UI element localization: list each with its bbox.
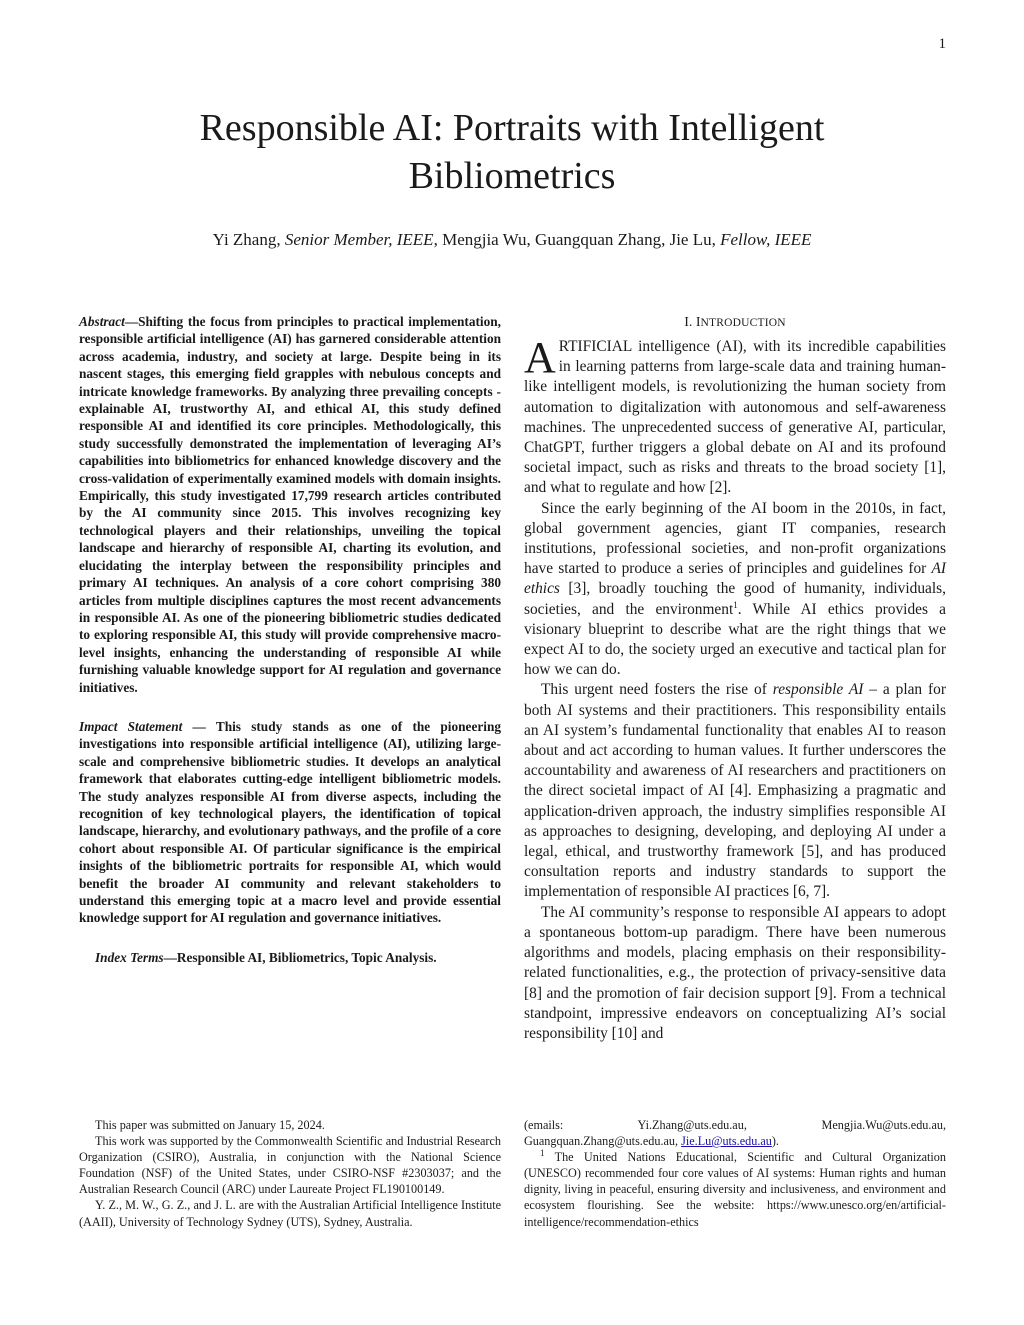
emails-close: ). [771, 1134, 779, 1149]
left-column [79, 313, 501, 966]
footnote-unesco [524, 1149, 946, 1229]
page-number: 1 [938, 36, 946, 52]
footnotes-right [524, 1117, 946, 1230]
intro-paragraph-4: The AI community’s response to responsible AI appears to adopt a spontaneous bottom-up paradigm. There have been numerous algorithms and models, placing emphasis on their responsibility-related functionalities, e.g., the protection of privacy-sensitive data [8] and the promotion of fair decision support [9]. From a technical standpoint, impressive endeavors on conceptualizing AI’s social responsibility [10] and [524, 903, 946, 1042]
section-heading [524, 313, 946, 331]
abstract-dash: — [124, 314, 139, 329]
intro-paragraph-3 [524, 680, 946, 902]
intro-p3-text-a: This urgent need fosters the rise of [541, 681, 773, 699]
right-column [524, 313, 946, 1044]
author-text-1: Yi Zhang, [212, 230, 285, 249]
abstract-text: Shifting the focus from principles to practical implementation, responsible artificial intelligence (AI) has garnered considerable attention across academia, industry, and society at large. Despite being in its nascent stages, this emerging field grapples with nebulous concepts and intricate knowledge frameworks. By analyzing three prevailing concepts - explainable AI, trustworthy AI, and ethical AI, this study defined responsible AI and identified its core principles. Methodologically, this study successfully demonstrated the implementation of leveraging AI’s capabilities into bibliometrics for enhanced knowledge discovery and the cross-validation of experimentally examined models with domain insights. Empirically, this study investigated 17,799 research articles contributed by the AI community since 2015. This involves recognizing key technological players and their relationships, unveiling the topical landscape and hierarchy of responsible AI, charting its evolution, and elucidating the interplay between the responsibility principles and primary AI techniques. An analysis of a core cohort comprising 380 articles from multiple disciplines captures the most recent advancements in responsible AI. As one of the pioneering bibliometric studies dedicated to exploring responsible AI, this study will provide comprehensive macro-level insights, enhancing the understanding of responsible AI while furnishing valuable knowledge support for AI regulation and governance initiatives. [79, 314, 501, 695]
author-text-2: , Mengjia Wu, Guangquan Zhang, Jie Lu, [433, 230, 721, 249]
section-initial: I [695, 315, 701, 330]
emails-text: (emails: Yi.Zhang@uts.edu.au, Mengjia.Wu@uts.edu.au, Guangquan.Zhang@uts.edu.au, [524, 1118, 946, 1149]
intro-p1-text: RTIFICIAL intelligence (AI), with its incredible capabilities in learning patterns from large-scale data and training human-like intelligent models, is revolutionizing the human society from automation to digitalization with autonomous and self-awareness machines. The unprecedented success of generative AI, particular, ChatGPT, further triggers a global debate on AI and its profound societal impact, such as risks and threats to the broad society [1], and what to regulate and how [2]. [524, 338, 946, 497]
paper-title [0, 104, 1024, 200]
footnotes-left [79, 1117, 501, 1230]
impact-statement [79, 718, 501, 927]
footnote-ref-1: 1 [733, 599, 738, 610]
author-role-2: Fellow, IEEE [720, 230, 812, 249]
author-role-1: Senior Member, IEEE [284, 230, 434, 249]
section-title-rest: NTRODUCTION [700, 317, 786, 329]
footnote-emails [524, 1117, 946, 1149]
impact-label: Impact Statement [79, 718, 183, 734]
email-link-jie-lu[interactable]: Jie.Lu@uts.edu.au [681, 1134, 772, 1149]
intro-p2-text-c: . While AI ethics provides a visionary blueprint to describe what are the right things that we expect AI to do, the society urged an executive and tactical plan for how we can do. [524, 600, 946, 679]
impact-dash: — [182, 718, 216, 734]
footnote-unesco-text: The United Nations Educational, Scientific and Cultural Organization (UNESCO) recommended four core values of AI systems: Human rights and human dignity, living in peaceful, ensuring diversity and inclusiveness, and environment and ecosystem flourishing. See the website: https://www.unesco.org/en/artificial-intelligence/recommendation-ethics [524, 1150, 946, 1229]
intro-p2-text-a: Since the early beginning of the AI boom in the 2010s, in fact, global government agencies, giant IT companies, research institutions, professional societies, and non-profit organizations have started to produce a series of principles and guidelines for [524, 499, 946, 578]
footnote-funding: This work was supported by the Commonwealth Scientific and Industrial Research Organization (CSIRO), Australia, in conjunction with the National Science Foundation (NSF) of the United States, under CSIRO-NSF #2303037; and the Australian Research Council (ARC) under Laureate Project FL190100149. [79, 1134, 501, 1197]
footnote-submitted: This paper was submitted on January 15, 2024. [95, 1118, 325, 1132]
title-line-2: Bibliometrics [408, 155, 616, 197]
intro-p2-text-b: [3], broadly touching the good of humanity, individuals, societies, and the environment [524, 580, 946, 618]
index-terms-text: Responsible AI, Bibliometrics, Topic Analysis. [176, 949, 437, 965]
index-terms-dash: — [163, 949, 177, 965]
abstract-label: Abstract [79, 314, 125, 329]
footnote-mark-1: 1 [540, 1148, 545, 1159]
index-terms [79, 949, 501, 966]
intro-p3-emphasis: responsible AI [772, 681, 864, 699]
intro-p2-emphasis: AI ethics [524, 560, 946, 598]
footnote-affiliation: Y. Z., M. W., G. Z., and J. L. are with the Australian Artificial Intelligence Institute (AAII), University of Technology Sydney (UTS), Sydney, Australia. [79, 1198, 501, 1229]
section-number: I. [684, 315, 696, 330]
author-list [0, 230, 1024, 250]
impact-text: This study stands as one of the pioneering investigations into responsible artificial intelligence (AI), utilizing large-scale and comprehensive bibliometric studies. It develops an analytical framework that elaborates cutting-edge intelligent bibliometric models. The study analyzes responsible AI from diverse aspects, including the recognition of key technological players, the identification of topical landscape, hierarchy, and evolutionary pathways, and the profile of a core cohort about responsible AI. Of particular significance is the empirical insights of the bibliometric portraits for responsible AI, which would benefit the broader AI community and relevant stakeholders to understand this emerging topic at a macro level and provide essential knowledge support for AI regulation and governance initiatives. [79, 718, 501, 926]
intro-p3-text-b: – a plan for both AI systems and their practitioners. This responsibility entails an AI system’s fundamental functionality that enables AI to reason about and act according to human values. It further underscores the accountability and awareness of AI researchers and practitioners on the direct societal impact of AI [4]. Emphasizing a pragmatic and application-driven approach, the industry simplifies responsible AI as approaches to designing, developing, and deploying AI under a legal, ethical, and trustworthy framework [5], and has produced consultation reports and industry standards to support the implementation of responsible AI practices [6, 7]. [524, 681, 946, 901]
abstract [79, 313, 501, 696]
intro-paragraph-1 [524, 333, 946, 499]
drop-cap: A [524, 333, 556, 382]
index-terms-label: Index Terms [95, 949, 164, 965]
title-line-1: Responsible AI: Portraits with Intelligent [199, 107, 825, 149]
intro-paragraph-2 [524, 499, 946, 681]
